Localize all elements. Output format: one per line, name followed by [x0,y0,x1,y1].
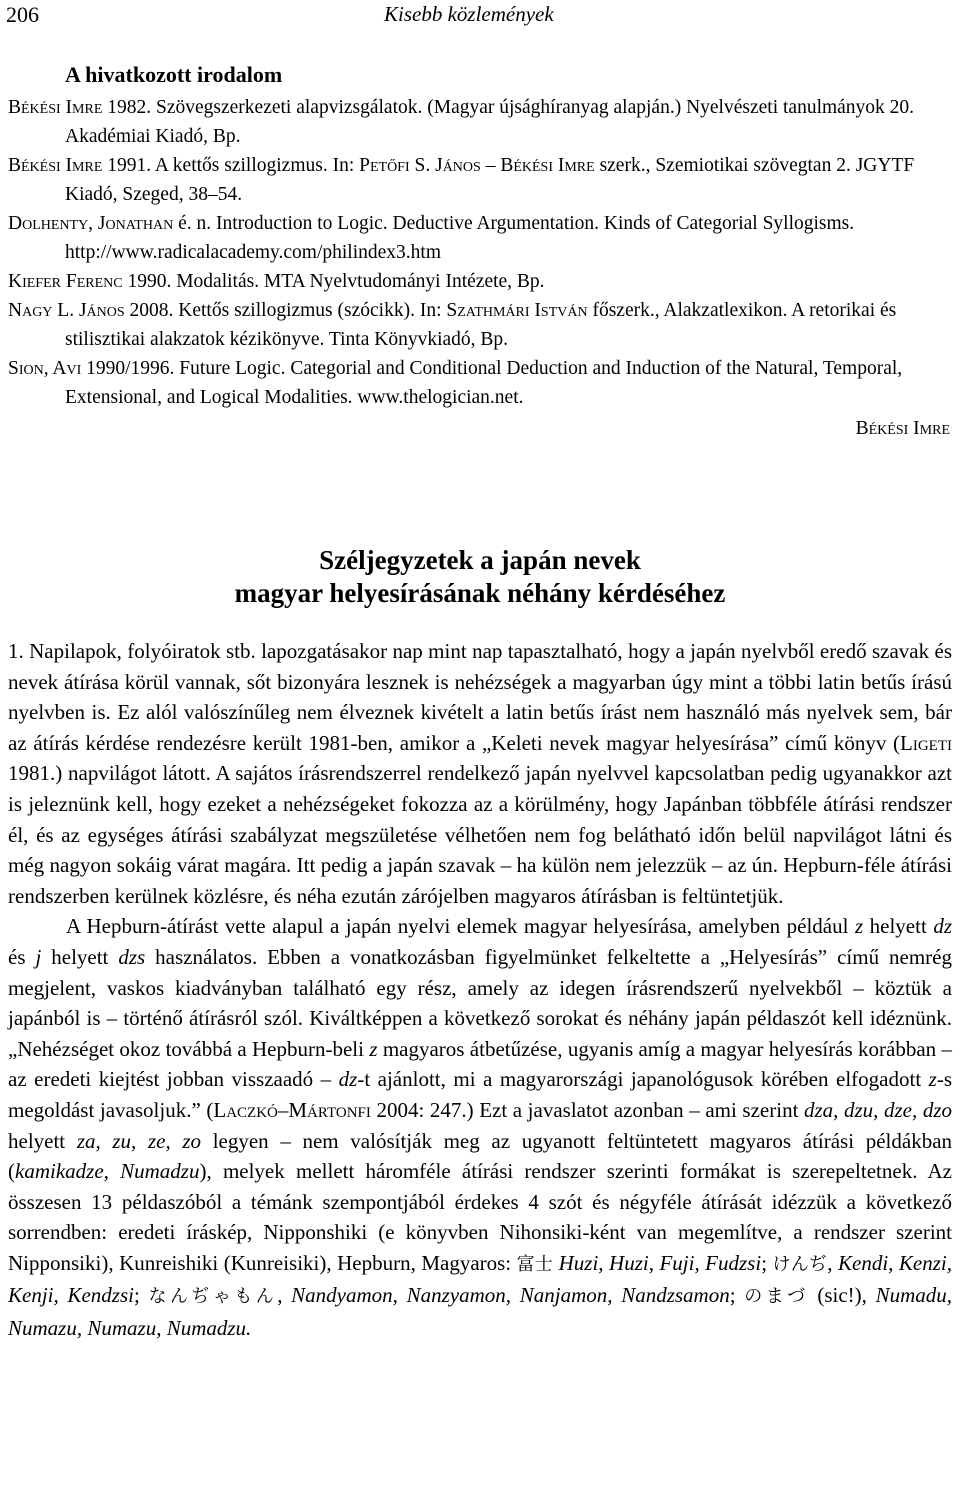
example-letter: z [854,914,864,939]
title-line-2: magyar helyesírásának néhány kérdéséhez [234,578,726,608]
example-syllables: za, zu, ze, zo [76,1128,202,1153]
text-run: helyett [41,944,119,969]
example-transcriptions: Nandyamon, Nanzyamon, Nanjamon, Nandzsamon [291,1283,730,1308]
text-run: 1. Napilapok, folyóiratok stb. lapozgatásakor nap mint nap tapasztalható, hogy a japán nyelvből eredő szavak és nevek átírása körül vannak, sőt bizonyára lesznek is nehézségek a magyarban úgy mint a többi latin betűs írású nyelvben is. Ez alól valószínűleg nem élveznek kivételt a latin betűs írást nem használó más nyelvek sem, bár az átírás kérdése rendezésre került 1981-ben, amikor a „Keleti nevek magyar helyesírása” című könyv ( [8,639,952,755]
example-letter: j [35,944,42,969]
reference-item [8,151,952,209]
citation-author: Ligeti [900,730,952,755]
text-run: 2004: 247.) Ezt a javaslatot azonban – ami szerint [370,1097,804,1122]
article-body [8,636,952,1344]
reference-item [8,93,952,151]
references-heading: A hivatkozott irodalom [65,62,283,87]
reference-item [8,354,952,412]
ref-text: é. n. Introduction to Logic. Deductive Argumentation. Kinds of Categorial Syllogisms. http://www.radicalacademy.com/philindex3.htm [65,213,855,263]
text-run: legyen – nem valósítják meg az ugyanott feltüntetett magyaros átírási példákban ( [8,1128,953,1184]
text-run: -s megoldást javasoljuk.” ( [8,1067,952,1122]
ref-text: – [480,155,501,176]
text-run: és [8,944,36,969]
example-transcriptions: Kendi, Kenzi, Kenji, Kendzsi [8,1250,953,1308]
ref-text: 1990/1996. Future Logic. Categorial and Conditional Deduction and Induction of the Natural, Temporal, Extensional, and Logical Modalities. www.thelogician.net. [65,358,903,408]
example-letter: dzs [118,944,146,969]
ref-editor: Szathmári István [446,300,588,321]
reference-list [8,93,952,443]
reference-item [8,209,952,267]
ref-author: Békési Imre [8,155,103,176]
ref-author: Békési Imre [8,97,103,118]
title-line-1: Széljegyzetek a japán nevek [319,545,641,575]
ref-text: 1991. A kettős szillogizmus. In: [102,155,360,176]
text-run: ; [761,1250,773,1275]
text-run: , [277,1283,292,1308]
ref-text: 1982. Szövegszerkezeti alapvizsgálatok. (Magyar újsághíranyag alapján.) Nyelvészeti tanulmányok 20. Akadémiai Kiadó, Bp. [65,97,915,147]
ref-author: Nagy L. János [8,300,125,321]
text-run: , [827,1250,839,1275]
running-title: Kisebb közlemények [384,2,554,26]
text-run: használatos. Ebben a vonatkozásban figyelmünket felkeltette a „Helyesírás” című nemrég megjelent, vaskos kiadványban található egy rész, amely az idegen írásrendszerű nyelvekből – köztük a japánból is – történő átírásról szól. Kiváltképpen a következő sorokat és néhány japán példaszót kell idéznünk. „Nehézséget okoz továbbá a Hepburn-beli [8,944,952,1061]
paragraph-2 [8,911,952,1343]
example-letter: z [369,1036,378,1061]
text-run: -t ajánlott, mi a magyarországi japanológusok körében elfogadott [357,1067,929,1092]
ref-author: Kiefer Ferenc [8,271,123,292]
ref-author: Dolhenty, Jonathan [8,213,174,234]
reference-item [8,296,952,354]
text-run: helyett [8,1128,77,1153]
article-title [0,544,960,610]
ref-author: Sion, Avi [8,358,82,379]
text-run: A Hepburn-átírást vette alapul a japán nyelvi elemek magyar helyesírása, amelyben például [66,914,855,939]
text-run: ; [133,1283,149,1308]
example-letter: dz [338,1067,358,1092]
ref-text: 2008. Kettős szillogizmus (szócikk). In: [124,300,447,321]
text-run: ; [729,1283,745,1308]
example-transcriptions: Numadu, Numazu, Numazu, Numadzu. [8,1283,953,1341]
ref-text: szerk., Szemiotikai szövegtan 2. JGYTF Kiadó, Szeged, 38–54. [65,155,915,205]
page-number: 206 [6,2,39,27]
paragraph-1 [8,636,952,911]
author-signature: Békési Imre [855,418,950,439]
ref-editor: Petőfi S. János [359,155,481,176]
japanese-word: けんぢ [772,1253,828,1275]
text-run: 1981.) napvilágot látott. A sajátos írásrendszerrel rendelkező japán nyelvvel kapcsolatban pedig ugyanakkor azt is jeleznünk kell, hogy ezeket a nehézségeket fokozza az a körülmény, hogy Japánban többféle átírási rendszer él, és az egységes átírási szabályzat megszületése vélhetően nem fog belátható időn belül napvilágot látni és még nagyon sokáig várat magára. Itt pedig a japán szavak – ha külön nem jelezzük – az ún. Hepburn-féle átírási rendszerben kerülnek közlésre, és néha ezután zárójelben magyaros átírásban is feltüntetjük. [8,761,952,908]
japanese-word: のまづ [744,1286,809,1308]
japanese-word: なんぢゃもん [148,1286,278,1308]
text-run: ), melyek mellett háromféle átírási rendszer szerinti formákat is szerepeltetnek. Az összesen 13 példaszóból a témánk szempontjából érdekes 4 szót és négyféle átírását idézzük a következő sorrendben: eredeti íráskép, Nipponshiki (e könyvben Nihonsiki-ként van megemlítve, a rendszer szerint Nipponsiki), Kunreishiki (Kunreisiki), Hepburn, Magyaros: [8,1159,953,1275]
example-words: kamikadze, Numadzu [15,1159,200,1184]
text-run: helyett [863,914,934,939]
ref-text: 1990. Modalitás. MTA Nyelvtudományi Intézete, Bp. [122,271,545,292]
japanese-word: 富士 [516,1253,554,1275]
ref-text: főszerk., Alakzatlexikon. A retorikai és stilisztikai alakzatok kézikönyve. Tinta Könyvkiadó, Bp. [65,300,897,350]
text-run: magyaros átbetűzése, ugyanis amíg a magyar helyesírás korábban – az eredeti kiejtést jobban visszaadó – [8,1036,952,1092]
citation-author: Laczkó–Mártonfi [213,1097,371,1122]
example-letter: dz [933,914,953,939]
reference-item [8,267,952,296]
ref-editor: Békési Imre [500,155,595,176]
text-run: (sic!), [808,1283,876,1308]
example-syllables: dza, dzu, dze, dzo [803,1097,952,1122]
example-transcriptions: Huzi, Huzi, Fuji, Fudzsi [553,1250,762,1275]
example-letter: z [928,1067,937,1092]
